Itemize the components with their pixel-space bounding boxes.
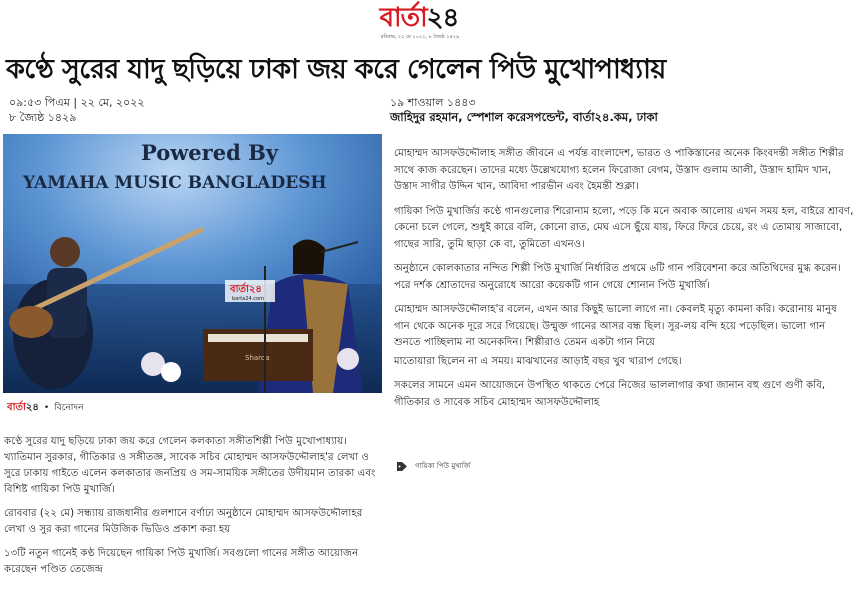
source-row — [7, 401, 377, 415]
masthead-date: রবিবার, ২২ মে ২০২২, ৮ জ্যৈষ্ঠ ১৪২৯ — [380, 34, 460, 40]
byline: জাহিদুর রহমান, স্পেশাল করেসপন্ডেন্ট, বার্তা২৪.কম, ঢাকা — [390, 110, 658, 124]
tag-icon — [397, 462, 407, 471]
logo-text-red: বার্তা — [379, 3, 427, 33]
body-paragraph: মোহাম্মদ আসফউদ্দৌলাহ'র বলেন, এখন আর কিছুই ভালো লাগে না। কেবলই মৃত্যু কামনা করি। করোনায় মানুষ গান থেকে অনেক দূরে সরে গিয়েছে। উন্মুক্ত গানের আসর বন্ধ ছিল। সুর-লয় বন্দি হয়ে পড়েছিল। ভালো গান শুনতে পাচ্ছিলাম না অনেকদিন। শিল্পীরাও তেমন একটা গান নিয়ে — [394, 304, 837, 348]
banner-powered-by: Powered By — [141, 140, 279, 165]
body-paragraph: মাতোয়ারা ছিলেন না এ সময়। মাঝখানের আড়াই বছর খুব খারাপ গেছে। — [394, 355, 682, 367]
masthead — [0, 0, 865, 46]
photo-watermark-brand: বার্তা২৪ — [230, 284, 262, 295]
logo-text-black: ২৪ — [426, 3, 459, 33]
hijri-date: ১৯ শাওয়াল ১৪৪৩ — [390, 96, 476, 109]
bangla-date: ৮ জ্যৈষ্ঠ ১৪২৯ — [9, 111, 77, 124]
body-paragraph: অনুষ্ঠানে কোলকাতার নন্দিত শিল্পী পিউ মুখার্জি নির্ধারিত প্রথমে ৬টি গান পরিবেশনা করে অতিথিদের মুগ্ধ করেন। পরে দর্শক শ্রোতাদের অনুরোধে আরো কয়েকটি গান গেয়ে শোনান পিউ মুখার্জি। — [394, 263, 841, 291]
article-meta-left — [9, 95, 379, 125]
article-body-left — [4, 434, 382, 586]
section-link[interactable]: বিনোদন — [54, 403, 84, 413]
publish-time: ০৯:৫৩ পিএম | ২২ মে, ২০২২ — [9, 96, 145, 109]
body-paragraph: মোহাম্মদ আসফউদ্দৌলাহ সঙ্গীত জীবনে এ পর্যন্ত বাংলাদেশ, ভারত ও পাকিস্তানের অনেক কিংবদন্তী সঙ্গীত শিল্পীর সাথে কাজ করেছেন। তাদের মধ্যে উল্লেখযোগ্য হলেন ফিরোজা বেগম, উস্তাদ গুলাম আলী, উস্তাদ হামিদ খান, উস্তাদ সাগীর উদ্দিন খান, আবিদা পারভীন এবং হৈমন্তী শুক্লা। — [394, 148, 844, 192]
body-paragraph: সকলের সামনে এমন আয়োজনে উপস্থিত থাকতে পেরে নিজের ভাললাগার কথা জানান বহু গুণে গুণী কবি, গীতিকার ও সাবেক সচিব মোহাম্মদ আসফউদ্দৌলাহ — [394, 380, 826, 408]
site-logo[interactable] — [364, 2, 474, 34]
photo-watermark-url: barta24.com — [232, 296, 264, 302]
harmonium-label: Sharda — [245, 354, 270, 362]
body-paragraph: রোববার (২২ মে) সন্ধ্যায় রাজধানীর গুলশানে বর্ণাঢ্য অনুষ্ঠানে মোহাম্মদ আসফউদ্দৌলাহর লেখা ও সুর করা গানের মিউজিক ভিডিও প্রকাশ করা হয় — [4, 508, 363, 535]
article-photo — [3, 134, 382, 393]
banner-sponsor: YAMAHA MUSIC BANGLADESH — [23, 173, 327, 193]
article-headline: কণ্ঠে সুরের যাদু ছড়িয়ে ঢাকা জয় করে গেলেন পিউ মুখোপাধ্যায় — [6, 54, 666, 85]
tag-link[interactable]: গায়িকা পিউ মুখার্জি — [415, 462, 471, 470]
concert-photo-illustration — [3, 134, 382, 393]
article-meta-right — [390, 95, 860, 125]
body-paragraph: গায়িকা পিউ মুখার্জির কণ্ঠে গানগুলোর শিরোনাম হলো, পড়ে কি মনে অবাক আলোয় এখন সময় হল, বাইরে শ্রাবণ, কেনো চলে গেলে, শুধুই কারে বলি, কোনো রাত, মেঘ এসে ছুঁয়ে যায়, ফিরে ফিরে চেয়ে, রং এ তোমায় সাজাবো, গাছের সারি, তুমি ছাড়া কে বা, তুমিতো এখনও। — [394, 205, 854, 250]
separator-dot: • — [43, 403, 50, 413]
article-tags — [397, 459, 697, 473]
article-body-right — [394, 146, 854, 419]
body-paragraph: কণ্ঠে সুরের যাদু ছড়িয়ে ঢাকা জয় করে গেলেন কলকাতা সঙ্গীতশিল্পী পিউ মুখোপাধ্যায়। খ্যাতিমান সুরকার, গীতিকার ও সঙ্গীতজ্ঞ, সাবেক সচিব মোহাম্মদ আসফউদ্দৌলাহ'র লেখা ও সুরে ঢাকায় গাইতে এলেন কলকাতার জনপ্রিয় ও সম-সাময়িক সঙ্গীতের উদীয়মান তারকা এবং বিশিষ্ট গায়িকা পিউ মুখার্জি। — [4, 436, 376, 495]
source-logo[interactable]: বার্তা২৪ — [7, 402, 39, 413]
body-paragraph: ১৩টি নতুন গানেই কণ্ঠ দিয়েছেন গায়িকা পিউ মুখার্জি। সবগুলো গানের সঙ্গীত আয়োজন করেছেন পণ্ডিত তেজেন্দ্র — [4, 548, 359, 575]
